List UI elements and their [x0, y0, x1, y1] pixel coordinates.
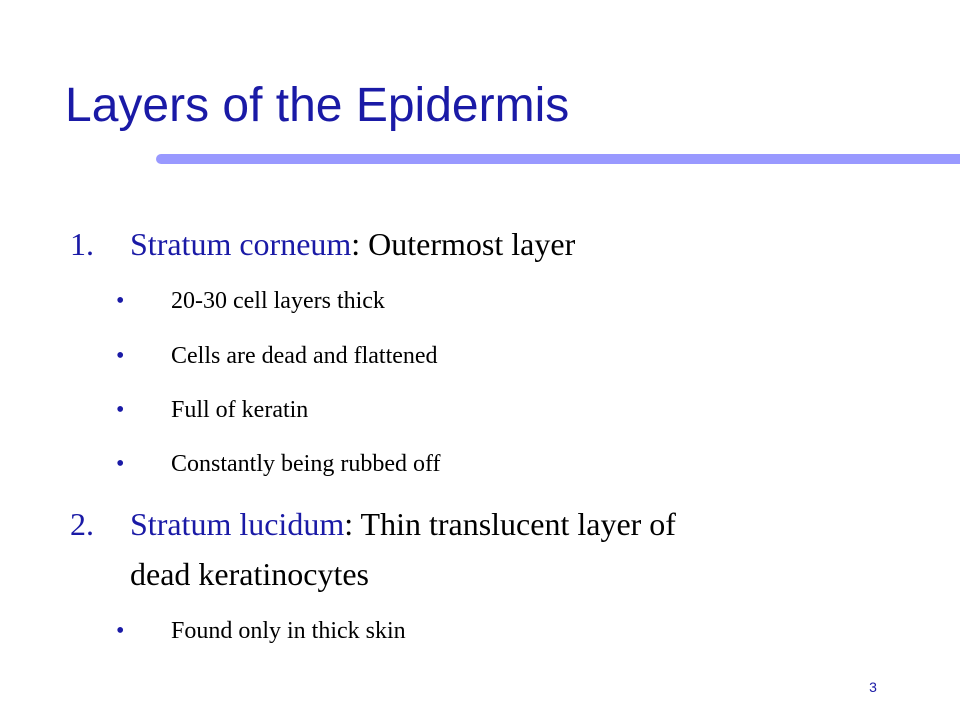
page-number: 3 — [869, 679, 877, 695]
item-description: Outermost layer — [360, 226, 576, 262]
item-heading — [130, 224, 930, 264]
bullet-icon: • — [116, 451, 125, 477]
item-term: Stratum lucidum — [130, 506, 345, 542]
item-separator: : — [351, 226, 361, 262]
item-number: 1. — [70, 226, 94, 262]
sub-bullet-text: Found only in thick skin — [171, 618, 406, 644]
item-description: Thin translucent layer of — [353, 506, 676, 542]
sub-bullet-text: Constantly being rubbed off — [171, 451, 441, 477]
bullet-icon: • — [116, 343, 125, 369]
bullet-icon: • — [116, 618, 125, 644]
item-description-continuation: dead keratinocytes — [130, 556, 369, 592]
sub-bullet-text: Full of keratin — [171, 397, 309, 423]
bullet-icon: • — [116, 397, 125, 423]
sub-bullet-text: Cells are dead and flattened — [171, 343, 438, 369]
item-term: Stratum corneum — [130, 226, 352, 262]
item-heading — [130, 504, 930, 544]
sub-bullet-text: 20-30 cell layers thick — [171, 288, 385, 314]
bullet-icon: • — [116, 288, 125, 314]
item-separator: : — [344, 506, 354, 542]
slide-title: Layers of the Epidermis — [65, 79, 570, 132]
item-number: 2. — [70, 506, 94, 542]
